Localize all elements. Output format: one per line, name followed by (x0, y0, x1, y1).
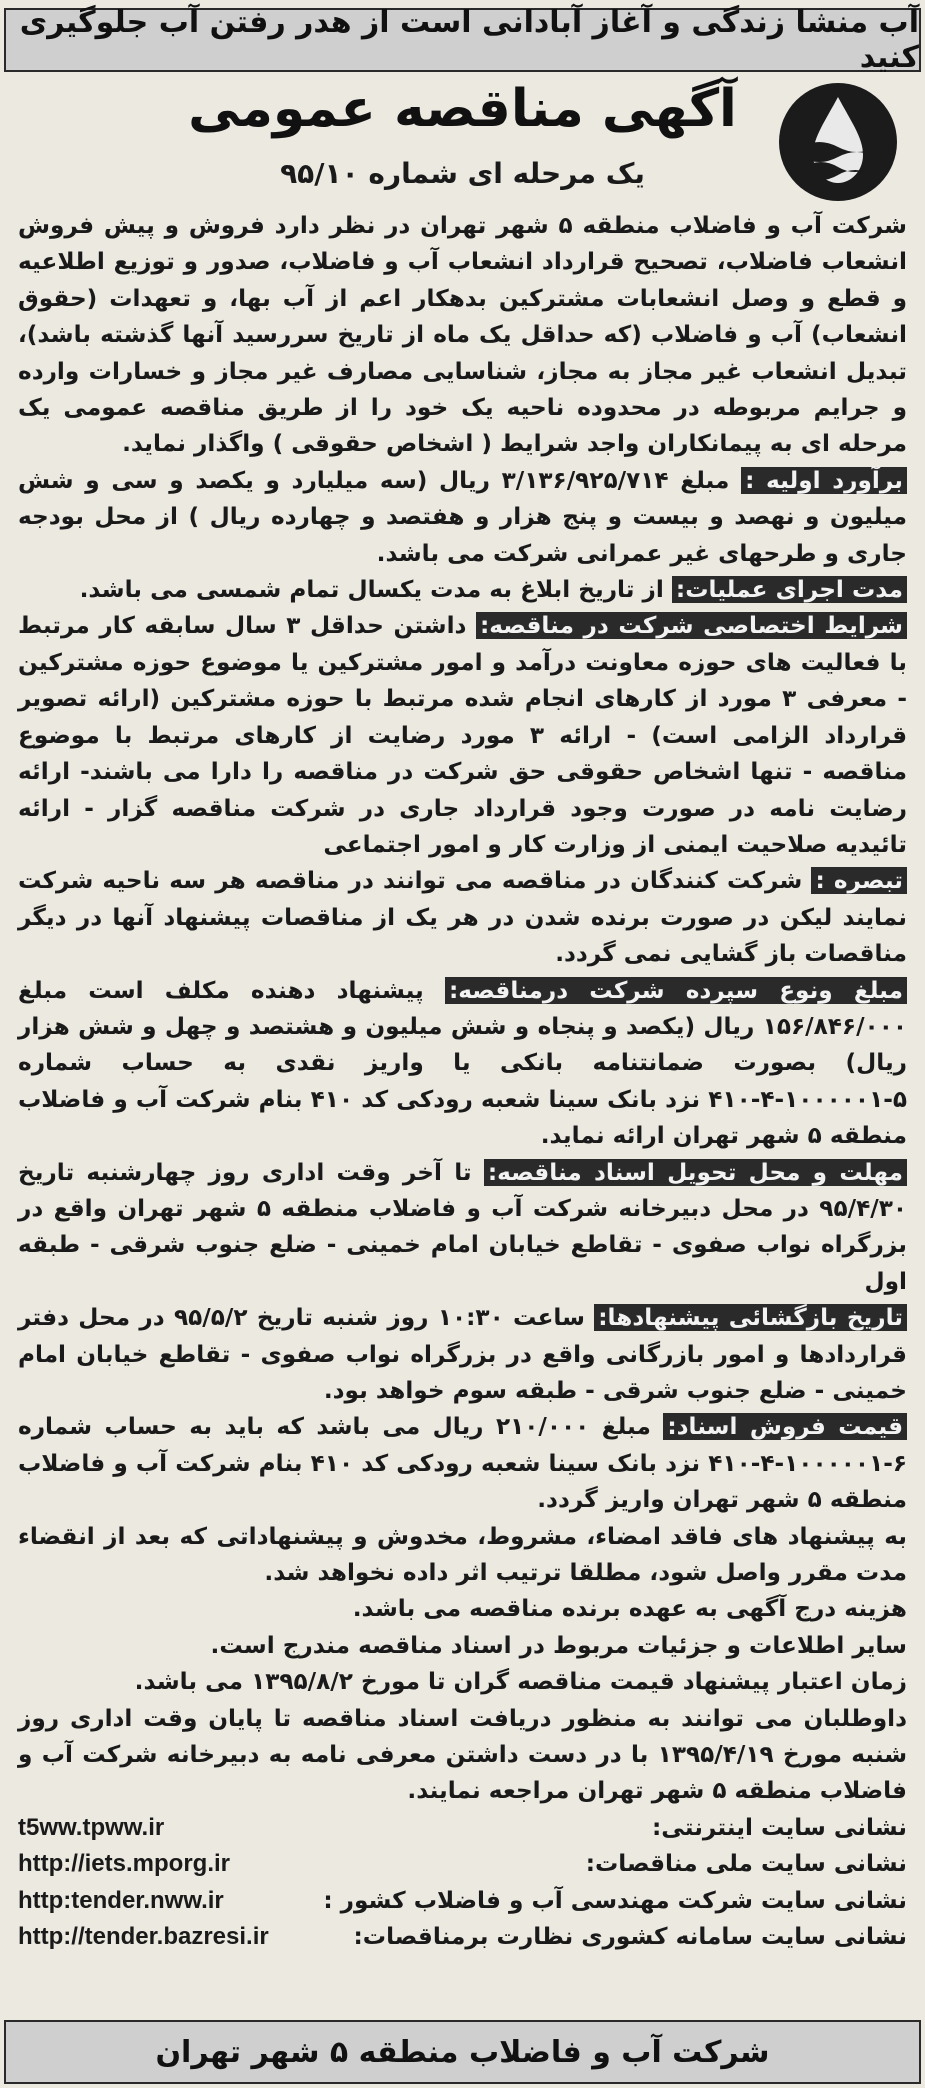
websites-list (18, 1810, 907, 1956)
duration-label: مدت اجرای عملیات: (672, 576, 907, 603)
delivery-label: مهلت و محل تحویل اسناد مناقصه: (484, 1159, 907, 1186)
opening-section (18, 1300, 907, 1409)
site-row (18, 1810, 907, 1846)
notice-header (0, 75, 925, 205)
price-label: قیمت فروش اسناد: (663, 1413, 907, 1440)
note-section (18, 863, 907, 972)
site-row (18, 1846, 907, 1882)
conditions-section (18, 608, 907, 863)
note-label: تبصره : (811, 867, 907, 894)
site-row (18, 1919, 907, 1955)
notice-body (18, 208, 907, 2008)
site-label: نشانی سایت ملی مناقصات: (585, 1850, 907, 1878)
estimate-text: مبلغ ۳/۱۳۶/۹۲۵/۷۱۴ ریال (سه میلیارد و یکصد و سی و شش میلیون و نهصد و بیست و پنج هزار و هفتصد و چهارده ریال ) از محل بودجه جاری و طرحهای غیر عمرانی شرکت می باشد. (18, 466, 907, 567)
site-link[interactable]: http:tender.nww.ir (18, 1886, 224, 1914)
site-link[interactable]: http://iets.mporg.ir (18, 1850, 230, 1878)
duration-section (18, 572, 907, 608)
deposit-section (18, 973, 907, 1155)
site-link[interactable]: t5ww.tpww.ir (18, 1813, 165, 1841)
conditions-text: داشتن حداقل ۳ سال سابقه کار مرتبط با فعالیت های حوزه معاونت درآمد و امور مشترکین یا موضوع حوزه مشترکین - معرفی ۳ مورد از کارهای انجام شده مرتبط با حوزه مشترکین (ارائه تصویر قرارداد الزامی است) - ارائه ۳ مورد رضایت از کارهای مرتبط با موضوع مناقصه - تنها اشخاص حقوقی حق شرکت در مناقصه را دارا می باشند- ارائه رضایت نامه در صورت وجود قرارداد جاری در شرکت مناقصه گزار - ارائه تائیدیه صلاحیت ایمنی از وزارت کار و امور اجتماعی (18, 612, 908, 858)
invalid-bids-paragraph: به پیشنهاد های فاقد امضاء، مشروط، مخدوش و پیشنهاداتی که بعد از انقضاء مدت مقرر واصل شود، مطلقا ترتیب اثر داده نخواهد شد. (18, 1522, 907, 1587)
more-info-paragraph: سایر اطلاعات و جزئیات مربوط در اسناد مناقصه مندرج است. (210, 1631, 907, 1659)
price-text: مبلغ ۲۱۰/۰۰۰ ریال می باشد که باید به حساب شماره ۶-۱۰۰۰۰۰۱-۴-۴۱۰ نزد بانک سینا شعبه رودکی کد ۴۱۰ بنام شرکت آب و فاضلاب منطقه ۵ شهر تهران واریز گردد. (18, 1413, 908, 1514)
validity-paragraph: زمان اعتبار پیشنهاد قیمت مناقصه گران تا مورخ ۱۳۹۵/۸/۲ می باشد. (134, 1668, 907, 1696)
site-link[interactable]: http://tender.bazresi.ir (18, 1923, 269, 1951)
applicants-paragraph: داوطلبان می توانند به منظور دریافت اسناد مناقصه تا پایان وقت اداری روز شنبه مورخ ۱۳۹۵/۴/۱۹ با در دست داشتن معرفی نامه به دبیرخانه شرکت آب و فاضلاب منطقه ۵ شهر تهران مراجعه نمایند. (18, 1704, 907, 1805)
site-label: نشانی سایت سامانه کشوری نظارت برمناقصات: (353, 1923, 907, 1951)
estimate-label: برآورد اولیه : (741, 467, 907, 494)
notice-subtitle: یک مرحله ای شماره ۹۵/۱۰ (280, 157, 645, 190)
intro-paragraph: شرکت آب و فاضلاب منطقه ۵ شهر تهران در نظر دارد فروش و پیش فروش انشعاب فاضلاب، تصحیح قرارداد انشعاب آب و فاضلاب، صدور و توزیع اطلاعیه و قطع و وصل انشعابات مشترکین بدهکار اعم از آب بها، و تعهدات (حقوق انشعاب) آب و فاضلاب (که حداقل یک ماه از تاریخ سررسید آنها گذشته باشد)، تبدیل انشعاب غیر مجاز به مجاز، شناسایی مصارف غیر مجاز و خسارات وارده و جرایم مربوطه در محدوده ناحیه یک خود را از طریق مناقصه عمومی یک مرحله ای به پیمانکاران واجد شرایط ( اشخاص حقوقی ) واگذار نماید. (18, 212, 907, 458)
water-company-logo-icon (779, 83, 897, 201)
deposit-text: پیشنهاد دهنده مکلف است مبلغ ۱۵۶/۸۴۶/۰۰۰ ریال (یکصد و پنجاه و شش میلیون و هشتصد و چهل و شش هزار ریال) بصورت ضمانتنامه بانکی یا واریز نقدی به حساب شماره ۵-۱۰۰۰۰۰۱-۴-۴۱۰ نزد بانک سینا شعبه رودکی کد ۴۱۰ بنام شرکت آب و فاضلاب منطقه ۵ شهر تهران ارائه نماید. (18, 976, 908, 1150)
delivery-text: تا آخر وقت اداری روز چهارشنبه تاریخ ۹۵/۴/۳۰ در محل دبیرخانه شرکت آب و فاضلاب منطقه ۵ شهر تهران واقع در بزرگراه نواب صفوی - تقاطع خیابان امام خمینی - ضلع جنوب شرقی - طبقه اول (18, 1158, 907, 1295)
site-label: نشانی سایت شرکت مهندسی آب و فاضلاب کشور : (323, 1886, 907, 1914)
site-label: نشانی سایت اینترنتی: (652, 1813, 907, 1841)
delivery-section (18, 1155, 907, 1301)
conditions-label: شرایط اختصاصی شرکت در مناقصه: (476, 612, 907, 639)
price-section (18, 1409, 907, 1518)
company-footer-banner: شرکت آب و فاضلاب منطقه ۵ شهر تهران (4, 2020, 921, 2084)
note-text: شرکت کنندگان در مناقصه می توانند در مناقصه هر سه ناحیه شرکت نمایند لیکن در صورت برنده شدن در هر یک از مناقصات پیشنهاد آنها در دیگر مناقصات باز گشایی نمی گردد. (18, 867, 907, 968)
ad-cost-paragraph: هزینه درج آگهی به عهده برنده مناقصه می باشد. (352, 1595, 907, 1623)
site-row (18, 1883, 907, 1919)
opening-label: تاریخ بازگشائی پیشنهادها: (594, 1304, 907, 1331)
slogan-banner: آب منشا زندگی و آغاز آبادانی است از هدر رفتن آب جلوگیری کنید (4, 8, 921, 72)
deposit-label: مبلغ ونوع سپرده شرکت درمناقصه: (445, 977, 907, 1004)
duration-text: از تاریخ ابلاغ به مدت یکسال تمام شمسی می باشد. (79, 576, 664, 604)
estimate-section (18, 463, 907, 572)
opening-text: ساعت ۱۰:۳۰ روز شنبه تاریخ ۹۵/۵/۲ در محل دفتر قراردادها و امور بازرگانی واقع در بزرگراه نواب صفوی - تقاطع خیابان امام خمینی - ضلع جنوب شرقی - طبقه سوم خواهد بود. (18, 1304, 907, 1404)
notice-title: آگهی مناقصه عمومی (188, 79, 737, 139)
